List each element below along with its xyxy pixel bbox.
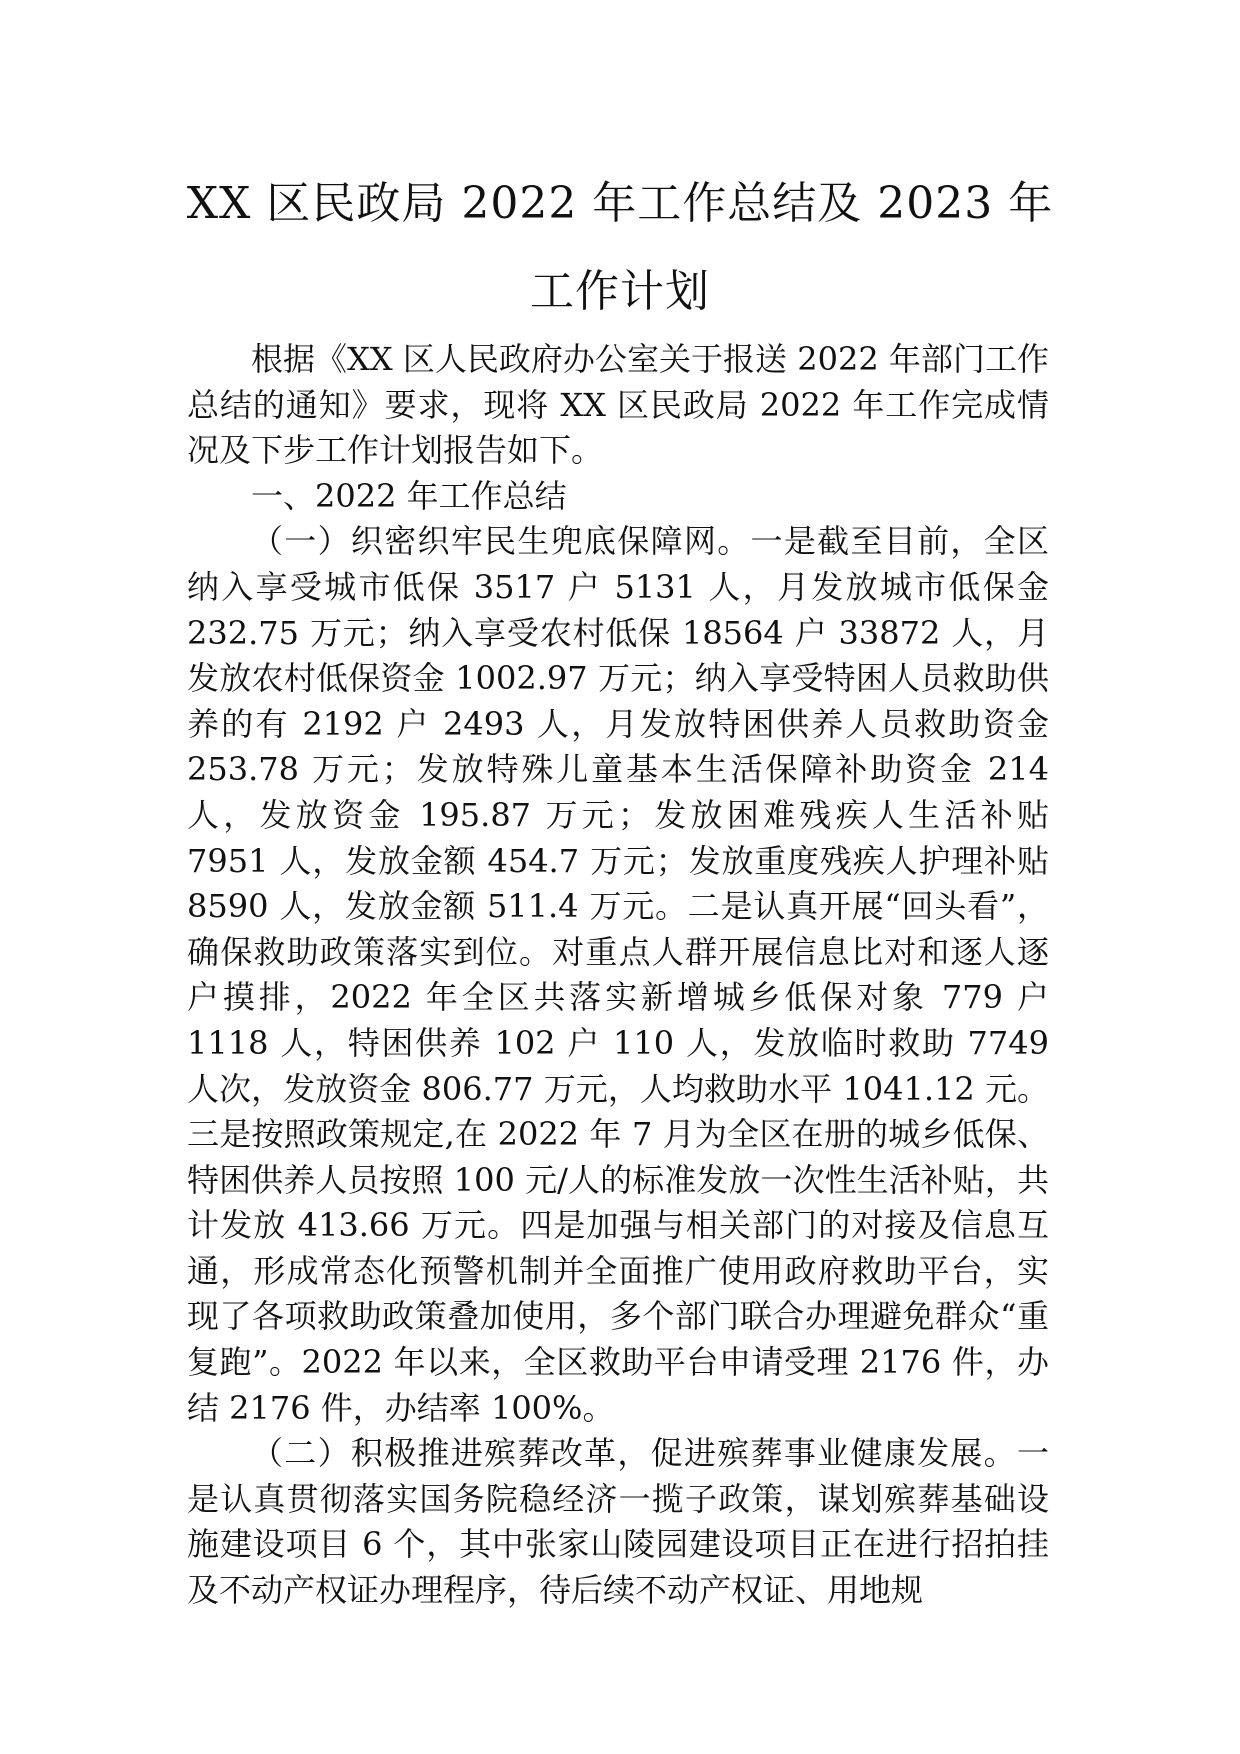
document-title: XX 区民政局 2022 年工作总结及 2023 年工作计划	[186, 178, 1054, 317]
intro-paragraph: 根据《XX 区人民政府办公室关于报送 2022 年部门工作总结的通知》要求，现将 XX 区民政局 2022 年工作完成情况及下步工作计划报告如下。	[187, 340, 1049, 470]
section-heading: 一、2022 年工作总结	[251, 476, 567, 515]
body-paragraph: （二）积极推进殡葬改革，促进殡葬事业健康发展。一是认真贯彻落实国务院稳经济一揽子政策，谋划殡葬基础设施建设项目 6 个，其中张家山陵园建设项目正在进行招拍挂及不动产权证办理程序，待后续不动产权证、用地规	[187, 1434, 1049, 1610]
document-body	[187, 337, 1049, 1614]
body-paragraph: （一）织密织牢民生兜底保障网。一是截至目前，全区纳入享受城市低保 3517 户 5131 人，月发放城市低保金 232.75 万元；纳入享受农村低保 18564 户 33872 人，月发放农村低保资金 1002.97 万元；纳入享受特困人员救助供养的有 2192 户 2493 人，月发放特困供养人员救助资金 253.78 万元；发放特殊儿童基本生活保障补助资金 214 人，发放资金 195.87 万元；发放困难残疾人生活补贴 7951 人，发放金额 454.7 万元；发放重度残疾人护理补贴 8590 人，发放金额 511.4 万元。二是认真开展“回头看”，确保救助政策落实到位。对重点人群开展信息比对和逐人逐户摸排，2022 年全区共落实新增城乡低保对象 779 户 1118 人，特困供养 102 户 110 人，发放临时救助 7749 人次，发放资金 806.77 万元，人均救助水平 1041.12 元。三是按照政策规定,在 2022 年 7 月为全区在册的城乡低保、特困供养人员按照 100 元/人的标准发放一次性生活补贴，共计发放 413.66 万元。四是加强与相关部门的对接及信息互通，形成常态化预警机制并全面推广使用政府救助平台，实现了各项救助政策叠加使用，多个部门联合办理避免群众“重复跑”。2022 年以来，全区救助平台申请受理 2176 件，办结 2176 件，办结率 100%。	[187, 522, 1049, 1427]
